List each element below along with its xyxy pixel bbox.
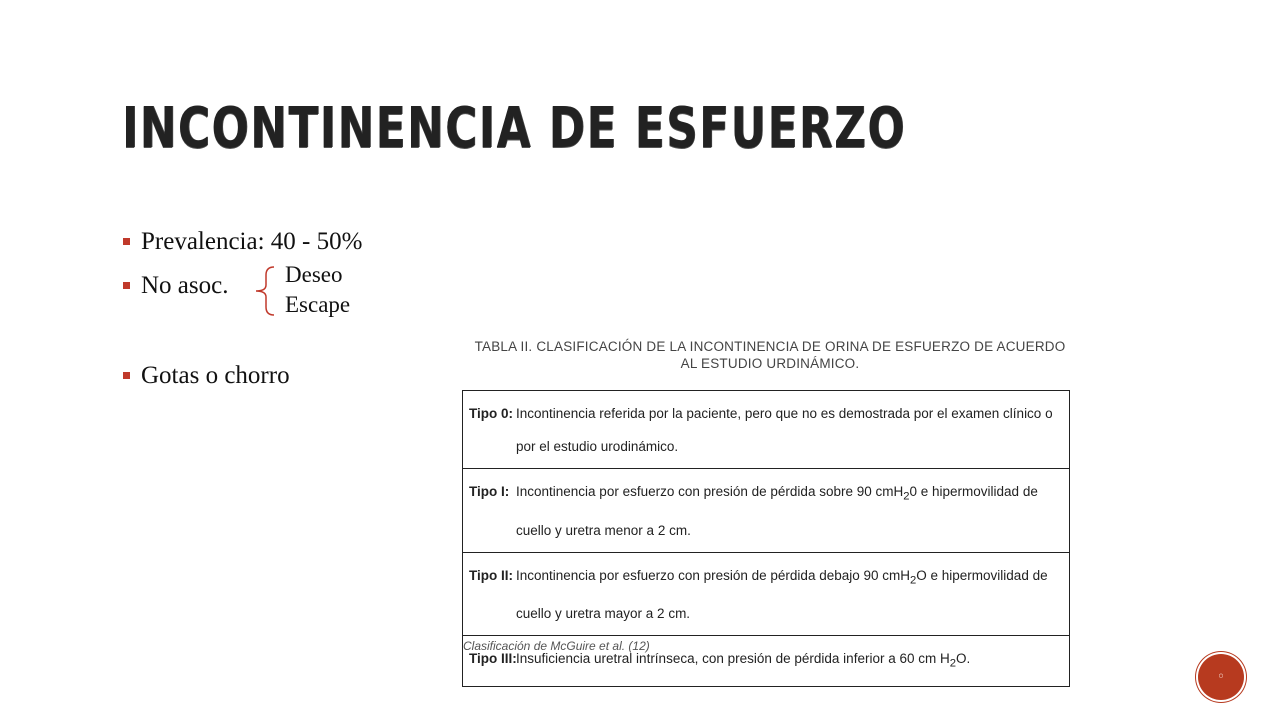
next-slide-button[interactable]: [1198, 654, 1244, 700]
bullet-marker: [123, 238, 130, 245]
bullet-marker: [123, 372, 130, 379]
slide-title: INCONTINENCIA DE ESFUERZO: [122, 96, 907, 161]
next-slide-icon: ◦: [1216, 669, 1226, 685]
bullet-prevalencia: [123, 228, 362, 256]
sub-item-deseo: Deseo: [285, 262, 343, 287]
sub-item-escape: Escape: [285, 292, 351, 317]
row-label: Tipo 0:: [469, 406, 514, 421]
row-text: Incontinencia por esfuerzo con presión de pérdida sobre 90 cmH$_2$0 e hipermovilidad de cuello y uretra menor a 2 cm.: [516, 484, 1038, 538]
row-text: Incontinencia referida por la paciente, pero que no es demostrada por el examen clínico o por el estudio urodinámico.: [516, 406, 1053, 454]
table-caption: [470, 338, 1070, 372]
table-caption-line: AL ESTUDIO URDINÁMICO.: [680, 356, 860, 371]
row-label: Tipo II:: [469, 567, 513, 583]
row-label: Tipo III:: [469, 651, 517, 667]
bullet-gotas: [123, 362, 290, 390]
table-caption-line: TABLA II. CLASIFICACIÓN DE LA INCONTINENCIA DE ORINA DE ESFUERZO DE ACUERDO: [474, 339, 1066, 354]
row-text: Insuficiencia uretral intrínseca, con presión de pérdida inferior a 60 cm $H_2O$.: [516, 651, 971, 671]
bullet-marker: [123, 282, 130, 289]
bullet-text: Prevalencia: 40 - 50%: [141, 228, 363, 255]
curly-brace: [250, 265, 280, 317]
table-source: Clasificación de McGuire et al. (12): [463, 639, 650, 653]
row-text: Incontinencia por esfuerzo con presión de pérdida debajo 90 cmH$_2$O e hipermovilidad de cuello y uretra mayor a 2 cm.: [516, 567, 1048, 622]
bullet-text: Gotas o chorro: [141, 362, 290, 389]
bullet-text: No asoc.: [141, 272, 229, 299]
table-row: [463, 553, 1069, 637]
row-label: Tipo I:: [469, 484, 510, 499]
table-row: [463, 391, 1069, 469]
bullet-no-asoc: [123, 272, 228, 300]
table-row: [463, 469, 1069, 553]
